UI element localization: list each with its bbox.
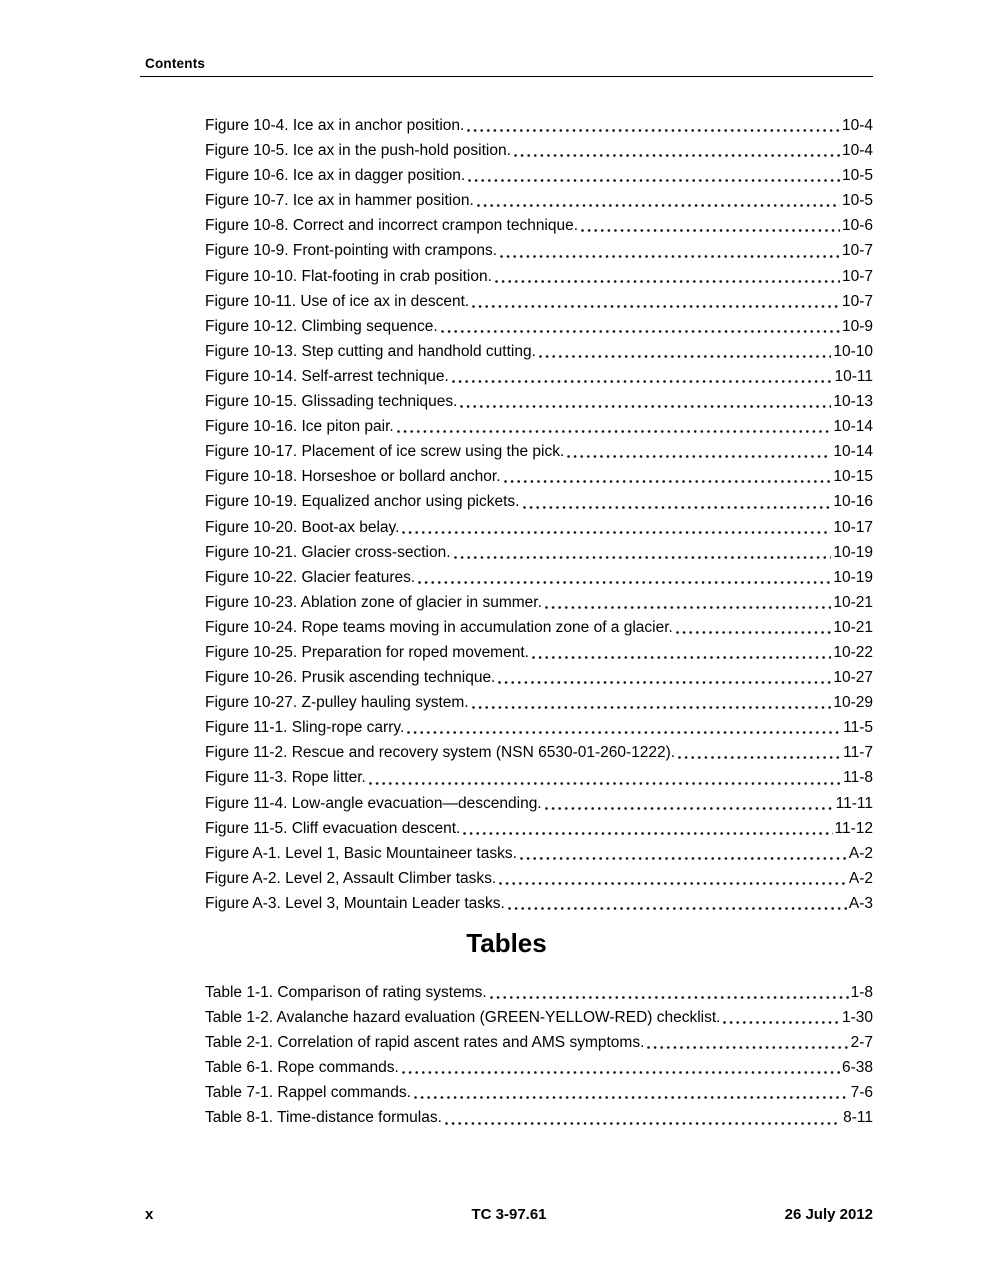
toc-entry-label: Figure 11-2. Rescue and recovery system (NSN 6530-01-260-1222). [205, 744, 676, 762]
toc-entry-label: Figure 10-11. Use of ice ax in descent. [205, 292, 470, 310]
toc-entry-page-number: 10-19 [833, 568, 873, 586]
toc-entry [205, 238, 873, 263]
toc-entry [205, 389, 873, 414]
figures-toc-list [205, 113, 873, 916]
toc-entry-page-number: A-2 [848, 869, 873, 887]
toc-entry-page-number: 10-17 [833, 518, 873, 536]
toc-entry [205, 1030, 873, 1055]
toc-leader-dots [369, 782, 841, 785]
toc-entry-page-number: 11-11 [835, 794, 873, 812]
toc-leader-dots [532, 656, 831, 659]
toc-entry-label: Figure 10-27. Z-pulley hauling system. [205, 694, 469, 712]
toc-entry-page-number: 10-13 [833, 393, 873, 411]
toc-entry [205, 414, 873, 439]
toc-leader-dots [508, 907, 847, 910]
toc-entry-page-number: 1-8 [850, 984, 873, 1001]
toc-entry-page-number: 11-7 [843, 744, 873, 762]
footer-page-number: x [145, 1206, 154, 1223]
toc-entry-label: Figure 10-16. Ice piton pair. [205, 418, 394, 436]
toc-entry-page-number: 10-14 [833, 443, 873, 461]
toc-leader-dots [468, 179, 840, 182]
toc-entry-label: Figure 10-21. Glacier cross-section. [205, 543, 451, 561]
toc-entry-page-number: 10-9 [841, 317, 873, 335]
toc-entry [205, 213, 873, 238]
toc-entry [205, 515, 873, 540]
toc-entry-page-number: 10-4 [841, 142, 873, 160]
toc-leader-dots [472, 305, 840, 308]
toc-entry-label: Figure A-2. Level 2, Assault Climber tasks. [205, 869, 497, 887]
toc-leader-dots [414, 1096, 849, 1099]
toc-entry-page-number: 10-5 [841, 192, 873, 210]
footer-date: 26 July 2012 [784, 1206, 874, 1223]
toc-entry-label: Figure 10-24. Rope teams moving in accumulation zone of a glacier. [205, 618, 673, 636]
tables-section-heading: Tables [466, 928, 547, 958]
toc-entry-label: Figure 10-13. Step cutting and handhold cutting. [205, 342, 536, 360]
toc-entry-label: Figure 10-9. Front-pointing with crampons. [205, 242, 498, 260]
toc-leader-dots [499, 882, 847, 885]
toc-entry-label: Figure 10-25. Preparation for roped movement. [205, 643, 529, 661]
toc-entry-label: Figure 10-23. Ablation zone of glacier in summer. [205, 593, 542, 611]
toc-entry-page-number: 6-38 [841, 1059, 873, 1077]
toc-leader-dots [676, 631, 832, 634]
toc-entry-page-number: 11-12 [834, 819, 873, 837]
toc-entry-label: Table 6-1. Rope commands. [205, 1059, 399, 1077]
toc-entry-page-number: 10-21 [833, 593, 873, 611]
toc-entry-label: Figure 10-22. Glacier features. [205, 568, 416, 586]
toc-entry-page-number: 11-5 [843, 719, 873, 737]
toc-leader-dots [500, 255, 840, 258]
toc-leader-dots [490, 996, 849, 999]
toc-entry-label: Figure 10-17. Placement of ice screw using the pick. [205, 443, 565, 461]
toc-entry-page-number: A-2 [848, 844, 873, 862]
toc-entry-page-number: 10-7 [841, 267, 873, 285]
toc-entry [205, 289, 873, 314]
toc-entry [205, 866, 873, 891]
toc-leader-dots [539, 355, 831, 358]
toc-entry-page-number: 8-11 [843, 1109, 873, 1127]
toc-leader-dots [678, 756, 841, 759]
toc-entry-label: Figure 10-5. Ice ax in the push-hold position. [205, 142, 511, 160]
page-footer [145, 1206, 873, 1223]
toc-leader-dots [495, 280, 840, 283]
toc-leader-dots [504, 480, 832, 483]
toc-entry-label: Table 8-1. Time-distance formulas. [205, 1109, 442, 1127]
toc-leader-dots [467, 129, 840, 132]
toc-entry [205, 540, 873, 565]
toc-entry-page-number: 10-6 [841, 217, 873, 235]
toc-leader-dots [402, 1071, 840, 1074]
toc-entry [205, 980, 873, 1005]
toc-leader-dots [477, 204, 840, 207]
toc-leader-dots [520, 857, 847, 860]
toc-entry [205, 1105, 873, 1130]
toc-entry [205, 489, 873, 514]
toc-leader-dots [418, 581, 831, 584]
toc-leader-dots [567, 455, 831, 458]
toc-leader-dots [402, 531, 831, 534]
toc-entry [205, 163, 873, 188]
toc-entry [205, 1055, 873, 1080]
toc-entry-page-number: 10-7 [841, 292, 873, 310]
toc-leader-dots [647, 1046, 848, 1049]
toc-leader-dots [523, 506, 832, 509]
toc-entry-page-number: 10-15 [833, 468, 873, 486]
toc-entry-page-number: 11-8 [843, 769, 873, 787]
toc-entry-page-number: 10-5 [841, 167, 873, 185]
toc-entry [205, 765, 873, 790]
toc-entry-label: Figure 10-19. Equalized anchor using pickets. [205, 493, 520, 511]
toc-entry [205, 816, 873, 841]
toc-entry [205, 188, 873, 213]
toc-entry-label: Figure 10-6. Ice ax in dagger position. [205, 167, 466, 185]
toc-entry-page-number: 10-14 [833, 418, 873, 436]
tables-toc-list [205, 980, 873, 1131]
toc-entry [205, 665, 873, 690]
toc-entry-page-number: 1-30 [841, 1009, 873, 1027]
toc-leader-dots [472, 706, 832, 709]
toc-entry [205, 464, 873, 489]
toc-entry [205, 615, 873, 640]
toc-entry [205, 715, 873, 740]
toc-entry-label: Table 1-1. Comparison of rating systems. [205, 984, 487, 1001]
toc-entry [205, 113, 873, 138]
page-header [140, 56, 873, 77]
toc-entry-label: Figure A-3. Level 3, Mountain Leader tasks. [205, 894, 505, 912]
footer-doc-number: TC 3-97.61 [471, 1206, 547, 1223]
toc-entry-page-number: A-3 [848, 894, 873, 912]
toc-entry-page-number: 10-22 [833, 643, 873, 661]
toc-entry [205, 565, 873, 590]
toc-entry-label: Figure 10-4. Ice ax in anchor position. [205, 117, 465, 134]
toc-entry-label: Figure 10-26. Prusik ascending technique. [205, 669, 496, 687]
toc-leader-dots [514, 154, 840, 157]
toc-entry-label: Figure 10-18. Horseshoe or bollard anchor. [205, 468, 501, 486]
toc-entry [205, 138, 873, 163]
toc-leader-dots [723, 1021, 840, 1024]
toc-entry [205, 590, 873, 615]
toc-entry [205, 841, 873, 866]
toc-entry-page-number: 2-7 [850, 1034, 873, 1052]
toc-entry-label: Figure A-1. Level 1, Basic Mountaineer tasks. [205, 844, 517, 862]
toc-leader-dots [463, 832, 832, 835]
toc-entry-page-number: 10-19 [833, 543, 873, 561]
toc-entry-label: Figure 10-20. Boot-ax belay. [205, 518, 400, 536]
toc-entry-page-number: 10-16 [833, 493, 873, 511]
toc-entry-page-number: 10-4 [841, 117, 873, 134]
header-contents-label: Contents [145, 56, 206, 71]
toc-entry-page-number: 10-29 [833, 694, 873, 712]
toc-entry-label: Figure 10-14. Self-arrest technique. [205, 367, 449, 385]
toc-entry-label: Figure 10-12. Climbing sequence. [205, 317, 438, 335]
toc-leader-dots [407, 731, 841, 734]
toc-entry-page-number: 10-11 [834, 367, 873, 385]
toc-entry [205, 690, 873, 715]
toc-entry-label: Table 2-1. Correlation of rapid ascent rates and AMS symptoms. [205, 1034, 645, 1052]
toc-leader-dots [460, 405, 831, 408]
toc-leader-dots [545, 807, 834, 810]
toc-entry [205, 314, 873, 339]
toc-entry-label: Table 1-2. Avalanche hazard evaluation (GREEN-YELLOW-RED) checklist. [205, 1009, 721, 1027]
toc-entry-label: Figure 11-4. Low-angle evacuation—descending. [205, 794, 542, 812]
toc-entry-page-number: 10-21 [833, 618, 873, 636]
toc-entry [205, 1005, 873, 1030]
toc-entry [205, 640, 873, 665]
toc-entry [205, 264, 873, 289]
toc-entry-page-number: 10-10 [833, 342, 873, 360]
toc-entry-label: Figure 10-8. Correct and incorrect crampon technique. [205, 217, 579, 235]
toc-entry-label: Table 7-1. Rappel commands. [205, 1084, 411, 1102]
toc-entry [205, 891, 873, 916]
toc-leader-dots [581, 229, 840, 232]
toc-leader-dots [545, 606, 831, 609]
toc-leader-dots [452, 380, 833, 383]
toc-entry-label: Figure 10-15. Glissading techniques. [205, 393, 458, 411]
toc-leader-dots [445, 1122, 841, 1125]
toc-entry-label: Figure 11-1. Sling-rope carry. [205, 719, 405, 737]
toc-entry-page-number: 10-27 [833, 669, 873, 687]
toc-entry-label: Figure 11-3. Rope litter. [205, 769, 366, 787]
toc-leader-dots [441, 330, 840, 333]
toc-entry [205, 791, 873, 816]
toc-leader-dots [454, 556, 832, 559]
toc-entry [205, 740, 873, 765]
toc-entry-page-number: 7-6 [850, 1084, 873, 1102]
toc-entry [205, 339, 873, 364]
toc-entry [205, 364, 873, 389]
toc-entry-label: Figure 10-10. Flat-footing in crab position. [205, 267, 492, 285]
toc-entry [205, 1080, 873, 1105]
toc-leader-dots [397, 430, 832, 433]
toc-entry-label: Figure 10-7. Ice ax in hammer position. [205, 192, 474, 210]
toc-entry [205, 439, 873, 464]
toc-entry-label: Figure 11-5. Cliff evacuation descent. [205, 819, 461, 837]
toc-entry-page-number: 10-7 [841, 242, 873, 260]
toc-leader-dots [498, 681, 831, 684]
